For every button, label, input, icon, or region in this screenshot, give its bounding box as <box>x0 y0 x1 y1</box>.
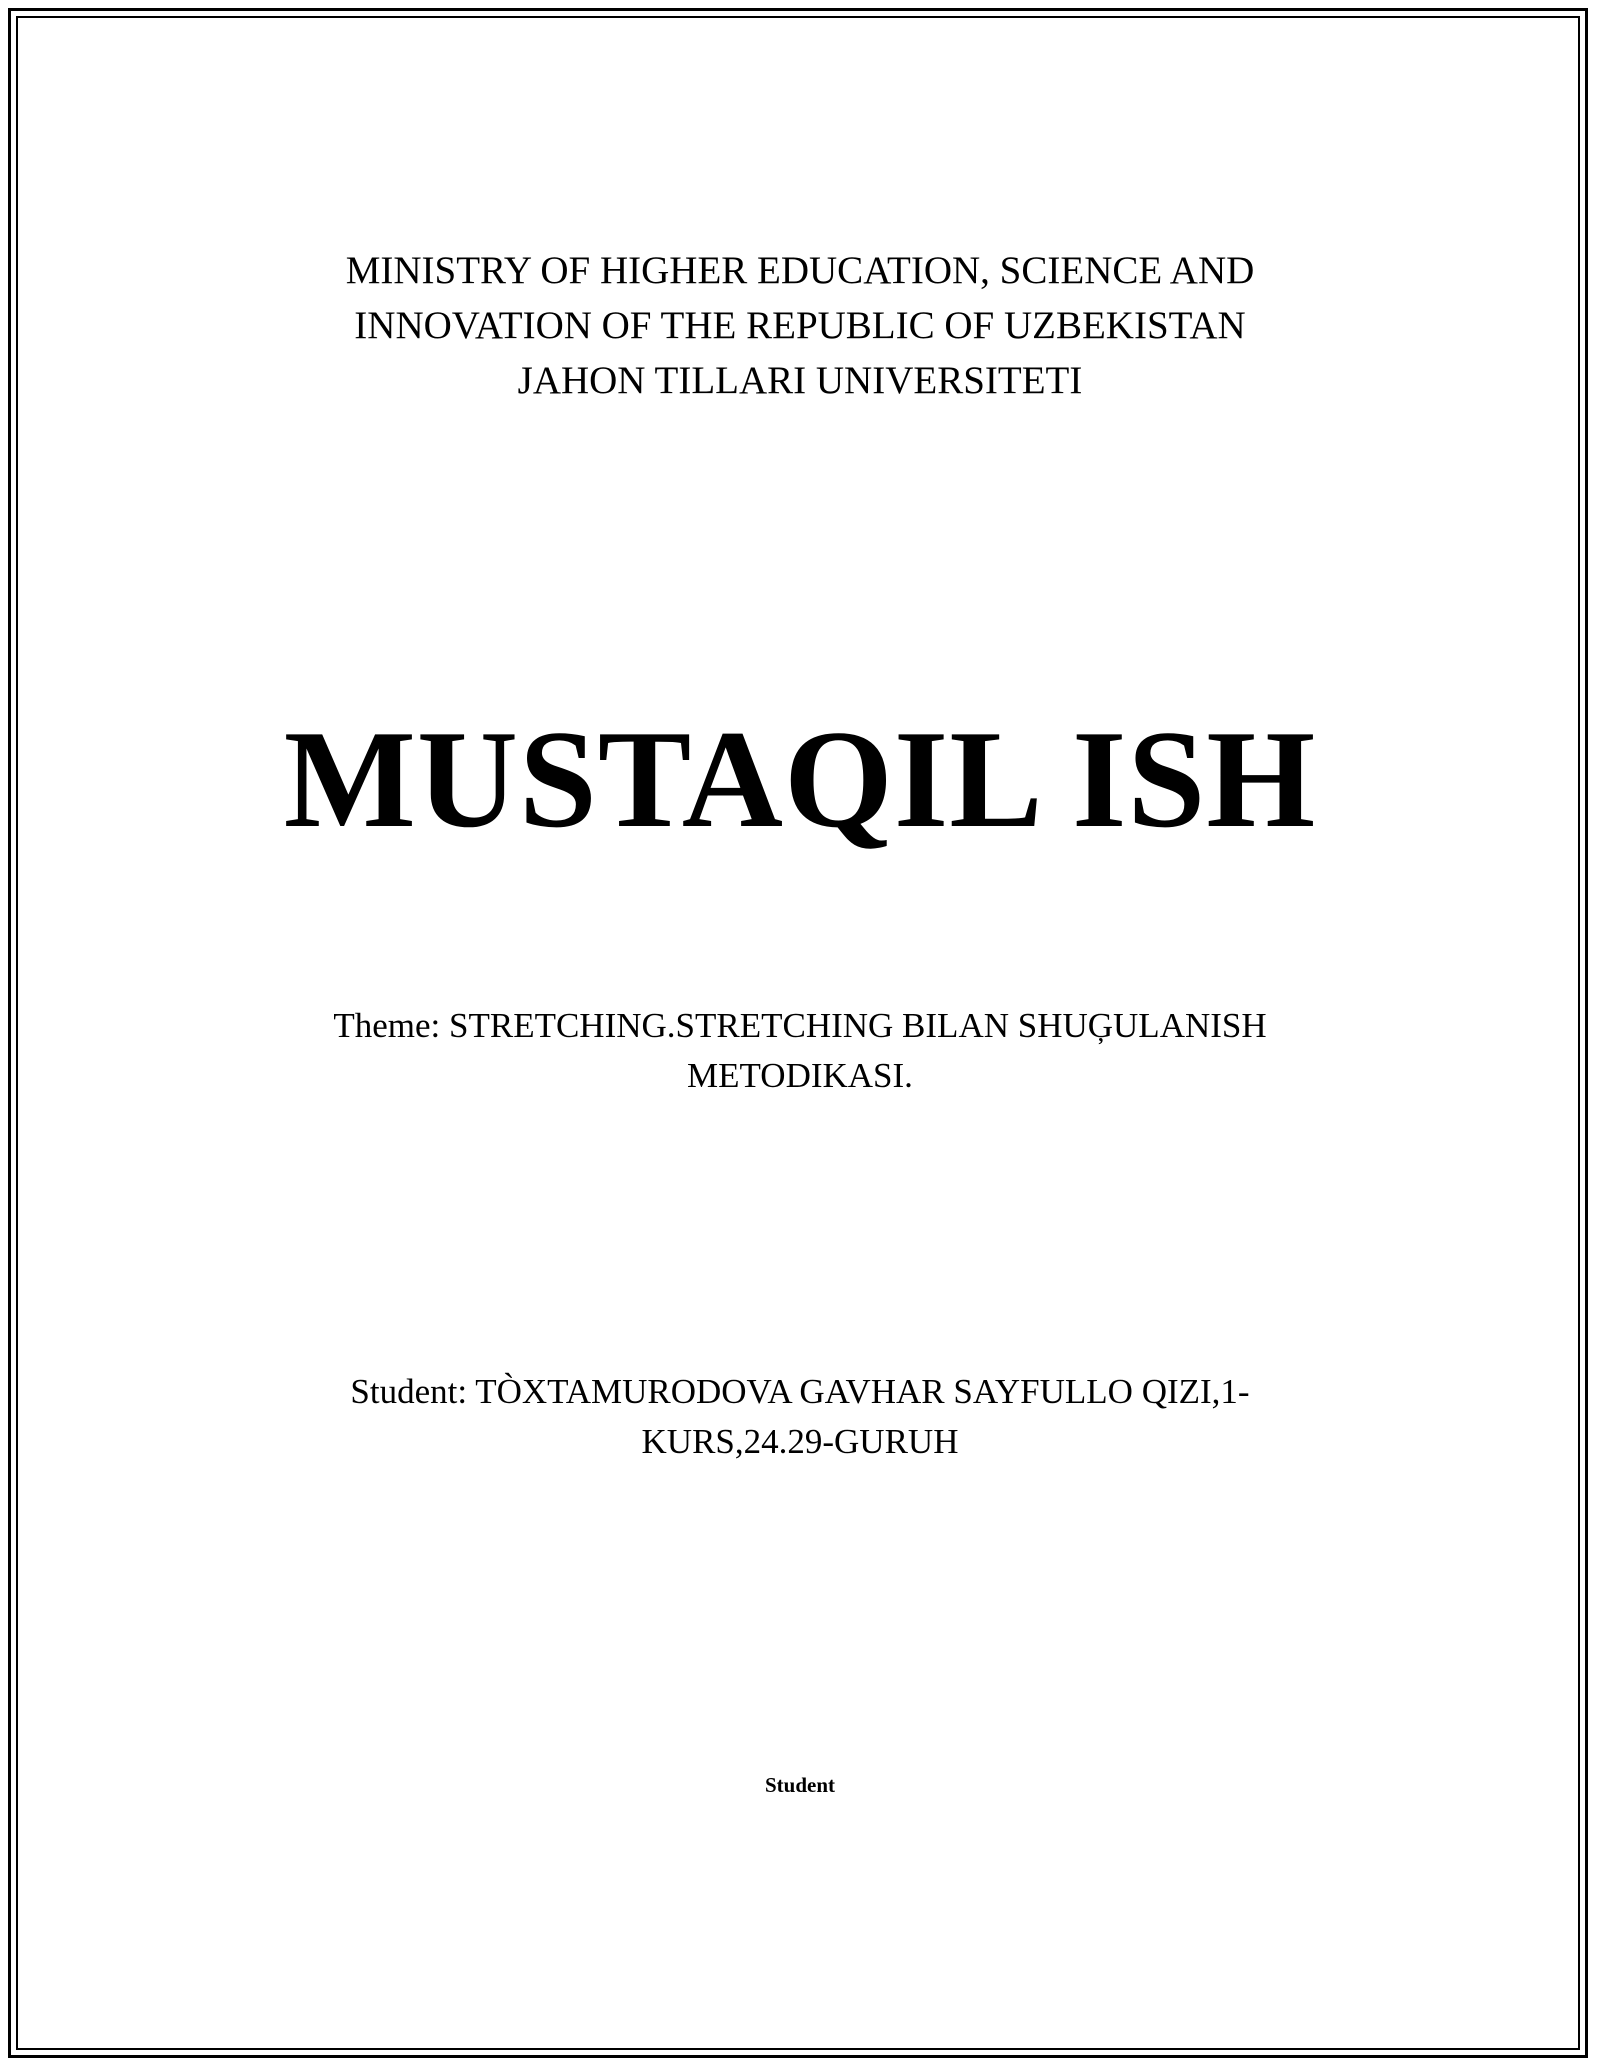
header-line-1: MINISTRY OF HIGHER EDUCATION, SCIENCE AND <box>345 249 1255 292</box>
theme-line-2: METODIKASI. <box>687 1056 913 1095</box>
footer-student-label: Student <box>764 1773 836 1797</box>
header-line-3: JAHON TILLARI UNIVERSITETI <box>517 359 1083 402</box>
student-line-2: KURS,24.29-GURUH <box>641 1422 959 1461</box>
document-title: MUSTAQIL ISH <box>283 702 1317 857</box>
header-line-2: INNOVATION OF THE REPUBLIC OF UZBEKISTAN <box>354 304 1246 347</box>
theme-text <box>0 1001 1600 1101</box>
student-line-1: Student: TÒXTAMURODOVA GAVHAR SAYFULLO QIZI,1- <box>350 1372 1250 1411</box>
theme-line-1: Theme: STRETCHING.STRETCHING BILAN SHUĢULANISH <box>333 1006 1267 1045</box>
student-info <box>0 1367 1600 1467</box>
institution-header <box>0 243 1600 408</box>
